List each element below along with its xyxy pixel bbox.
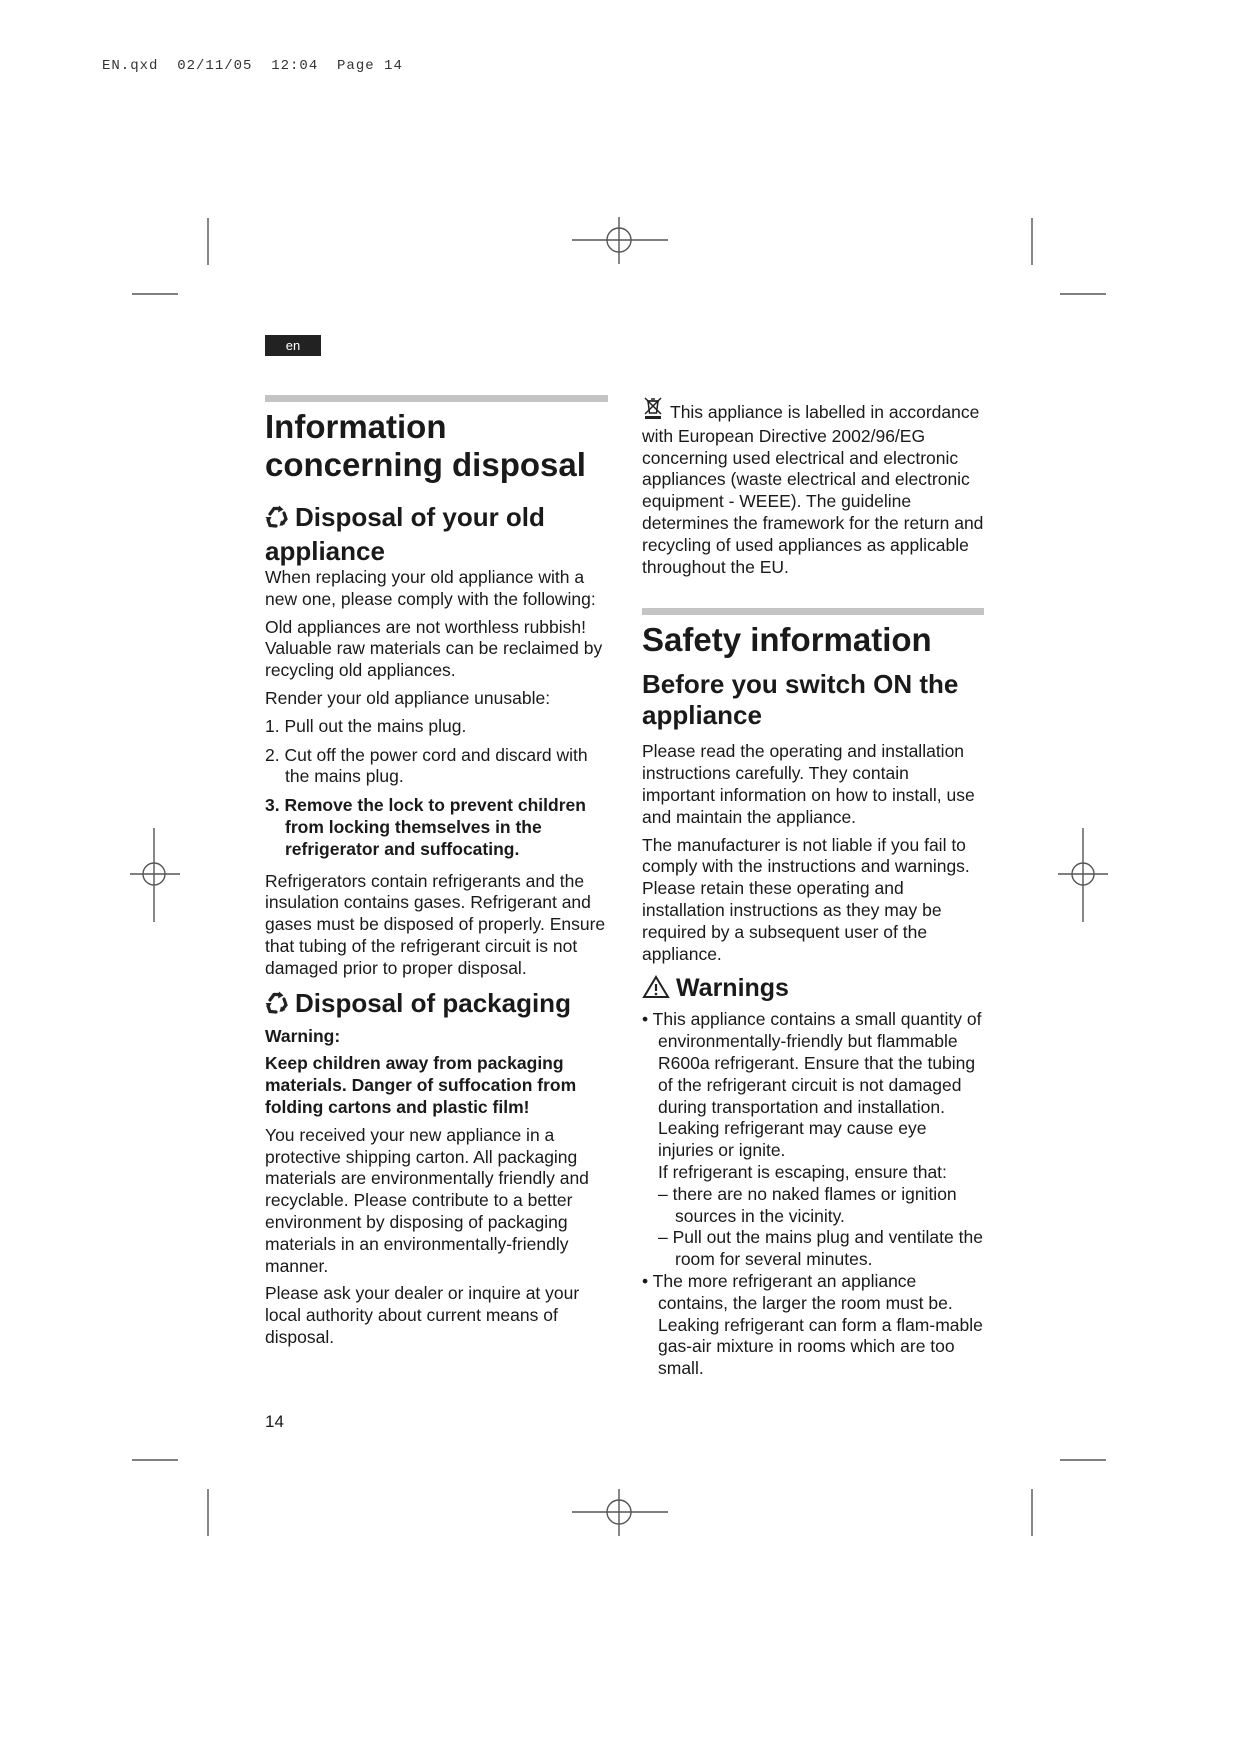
warning-dash-item: – Pull out the mains plug and ventilate the room for several minutes. [658,1227,983,1270]
warning-bullet-1: • This appliance contains a small quantity of environmentally-friendly but flammable R600a refrigerant. Ensure that the tubing of the refrigerant circuit is not damaged during transportation and installation. Leaking refrigerant may cause eye injuries or ignite. [642,1009,982,1161]
old-appliance-p4: Refrigerators contain refrigerants and the insulation contains gases. Refrigerant and gases must be disposed of properly. Ensure that tubing of the refrigerant circuit is not damaged prior to proper disposal. [265,870,606,978]
recycle-icon [265,505,289,536]
warning-bullet-2: • The more refrigerant an appliance contains, the larger the room must be. Leaking refrigerant can form a flam-mable gas-air mixture in rooms which are too small. [642,1270,983,1379]
disposal-title: Information concerning disposal [265,408,586,483]
left-column [265,395,608,1355]
section-rule [642,608,984,615]
old-appliance-p1: When replacing your old appliance with a new one, please comply with the following: [265,567,596,609]
safety-p2: The manufacturer is not liable if you fail to comply with the instructions and warnings. Please retain these operating and installation instructions as they may be required by a subsequent user of the appliance. [642,834,970,964]
packaging-p2: Please ask your dealer or inquire at your local authority about current means of disposal. [265,1283,580,1347]
warning-escaping-intro: If refrigerant is escaping, ensure that: [658,1161,947,1182]
warnings-heading: Warnings [642,973,984,1007]
print-slug: EN.qxd 02/11/05 12:04 Page 14 [102,58,403,74]
recycle-icon [265,991,289,1022]
packaging-p1: You received your new appliance in a protective shipping carton. All packaging materials are environmentally friendly and recyclable. Please contribute to a better environment by disposing of packaging materials in an environmentally-friendly manner. [265,1124,589,1276]
crossed-bin-icon [642,396,664,426]
old-appliance-heading: Disposal of your old appliance [265,502,545,566]
packaging-heading: Disposal of packaging [265,988,608,1022]
packaging-warning-text: Keep children away from packaging materials. Danger of suffocation from folding cartons and plastic film! [265,1053,577,1117]
old-appliance-p2: Old appliances are not worthless rubbish! Valuable raw materials can be reclaimed by recycling old appliances. [265,616,603,681]
safety-p1: Please read the operating and installation instructions carefully. They contain important information on how to install, use and maintain the appliance. [642,741,975,827]
warning-triangle-icon [642,975,670,1007]
old-appliance-p3: Render your old appliance unusable: [265,687,551,708]
language-tag: en [265,335,321,356]
warning-dash-item: – there are no naked flames or ignition sources in the vicinity. [658,1183,957,1226]
packaging-warning-label: Warning: [265,1025,341,1046]
safety-title: Safety information [642,621,932,659]
list-item: 2. Cut off the power cord and discard with the mains plug. [265,744,588,787]
switch-on-heading: Before you switch ON the appliance [642,669,959,731]
list-item: 3. Remove the lock to prevent children from locking themselves in the refrigerator and suffocating. [265,795,586,859]
page-number: 14 [265,1412,284,1431]
section-rule [265,395,608,402]
weee-paragraph: This appliance is labelled in accordance with European Directive 2002/96/EG concerning used electrical and electronic appliances (waste electrical and electronic equipment - WEEE). The guideline determines the framework for the return and recycling of used appliances as applicable throughout the EU. [642,396,984,578]
list-item: 1. Pull out the mains plug. [265,715,467,736]
right-column [642,396,984,1380]
unusable-steps [265,716,608,861]
